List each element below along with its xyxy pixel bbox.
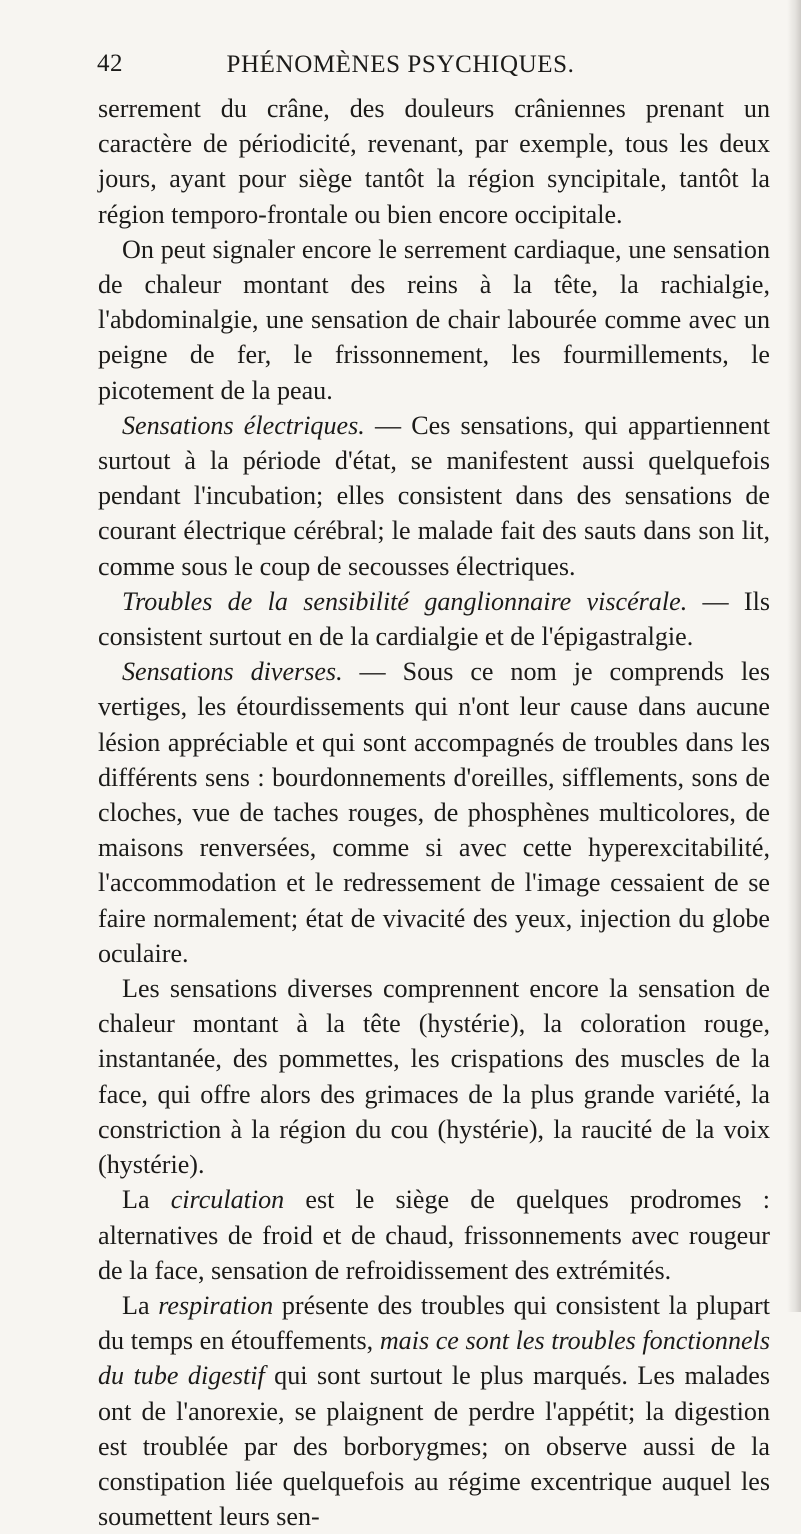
paragraph: [98, 971, 770, 1182]
paragraph-text: — Ils consistent surtout en de la cardialgie et de l'épigastralgie.: [98, 586, 771, 652]
paragraph-text: Les sensations diverses comprennent encore la sensation de chaleur montant à la tête (hystérie), la coloration rouge, instantanée, des pommettes, les crispations des muscles de la face, qui offre alors des grimaces de la plus grande variété, la constriction à la région du cou (hystérie), la raucité de la voix (hystérie).: [98, 974, 770, 1180]
paragraph-text: — Sous ce nom je comprends les vertiges, les étourdissements qui n'ont leur cause dans aucune lésion appréciable et qui sont accompagnés de troubles dans les différents sens : bourdonnements d'oreilles, sifflements, sons de cloches, vue de taches rouges, de phosphènes multicolores, de maisons renversées, comme si avec cette hyperexcitabilité, l'accommodation et le redressement de l'image cessaient de se faire normalement; état de vivacité des yeux, injection du globe oculaire.: [98, 657, 770, 968]
paragraph-lead: La: [122, 1290, 159, 1320]
page-edge-shadow: [787, 0, 801, 1312]
paragraph: [98, 232, 770, 408]
page-number: 42: [97, 50, 123, 77]
section-heading: circulation: [170, 1185, 285, 1215]
paragraph-text: — Ces sensations, qui appartiennent surtout à la période d'état, se manifestent aussi quelquefois pendant l'incubation; elles consistent dans des sensations de courant électrique cérébral; le malade fait des sauts dans son lit, comme sous le coup de secousses électriques.: [98, 410, 770, 581]
paragraph-text: serrement du crâne, des douleurs crâniennes prenant un caractère de périodicité, revenant, par exemple, tous les deux jours, ayant pour siège tantôt la région syncipitale, tantôt la région temporo-frontale ou bien encore occipitale.: [98, 94, 770, 229]
paragraph-electric-sensations: [98, 408, 770, 584]
paragraph-lead: La: [122, 1185, 171, 1215]
section-heading: respiration: [158, 1290, 274, 1320]
paragraph-text: présente des troubles qui consistent la plupart du temps en étouffements,: [98, 1290, 770, 1356]
section-heading: Sensations électriques.: [122, 410, 365, 440]
paragraph-continuation: [98, 91, 770, 232]
paragraph-text: est le siège de quelques prodromes : alternatives de froid et de chaud, frissonnements avec rougeur de la face, sensation de refroidissement des extrémités.: [98, 1185, 770, 1285]
section-heading: Troubles de la sensibilité ganglionnaire viscérale.: [122, 586, 688, 616]
paragraph-respiration: [98, 1288, 770, 1534]
paragraph-diverse-sensations: [98, 654, 770, 971]
paragraph-visceral-troubles: [98, 584, 770, 654]
body-text: [98, 91, 770, 1534]
paragraph-text: On peut signaler encore le serrement cardiaque, une sensation de chaleur montant des reins à la tête, la rachialgie, l'abdominalgie, une sensation de chair labourée comme avec un peigne de fer, le frissonnement, les fourmillements, le picotement de la peau.: [98, 234, 770, 405]
running-title: PHÉNOMÈNES PSYCHIQUES.: [226, 51, 575, 78]
section-heading: Sensations diverses.: [122, 657, 343, 687]
page-header: [0, 50, 801, 82]
paragraph-text-end: qui sont surtout le plus marqués. Les malades ont de l'anorexie, se plaignent de perdre l'appétit; la digestion est troublée par des borborygmes; on observe aussi de la constipation liée quelquefois au régime excentrique auquel les soumettent leurs sen-: [98, 1361, 770, 1532]
paragraph-circulation: [98, 1182, 770, 1288]
italic-emphasis: mais ce sont les troubles fonctionnels du tube digestif: [98, 1326, 770, 1391]
